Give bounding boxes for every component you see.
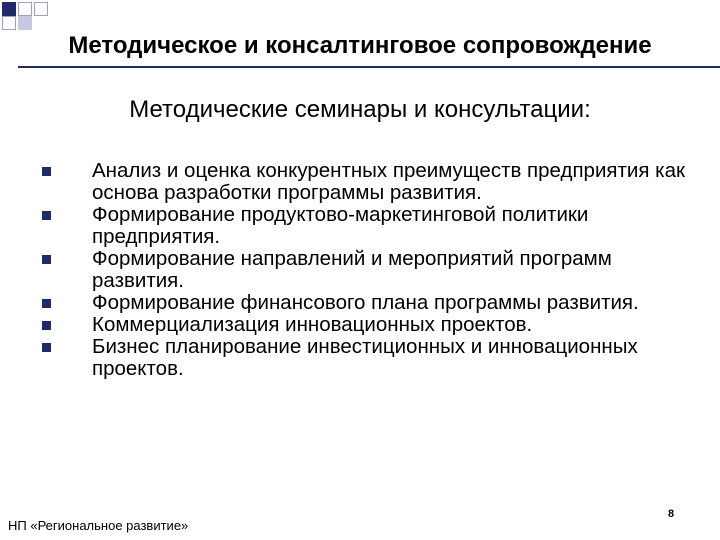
deco-square-outline-icon [2,16,16,30]
title-divider [18,66,720,68]
square-bullet-icon [42,299,51,308]
deco-square-light-icon [18,16,32,30]
bullet-item [42,160,702,204]
deco-square-outline-icon [18,2,32,16]
bullet-item [42,336,702,380]
bullet-item [42,248,702,292]
bullet-text: Формирование направлений и мероприятий программ развития. [92,247,612,292]
bullet-text: Коммерциализация инновационных проектов. [92,313,533,336]
square-bullet-icon [42,167,51,176]
bullet-list [42,160,702,380]
bullet-text: Бизнес планирование инвестиционных и инновационных проектов. [92,335,638,380]
slide-subtitle: Методические семинары и консультации: [129,96,591,123]
bullet-text: Формирование продуктово-маркетинговой политики предприятия. [92,203,589,248]
bullet-text: Анализ и оценка конкурентных преимуществ предприятия как основа разработки программы развития. [92,159,685,204]
square-bullet-icon [42,211,51,220]
bullet-item [42,204,702,248]
square-bullet-icon [42,321,51,330]
deco-square-outline-icon [34,2,48,16]
footer-organization: НП «Региональное развитие» [8,518,189,533]
square-bullet-icon [42,255,51,264]
square-bullet-icon [42,343,51,352]
deco-square-filled-icon [2,2,16,16]
slide-title: Методическое и консалтинговое сопровождение [68,32,652,59]
bullet-item [42,314,702,336]
bullet-text: Формирование финансового плана программы развития. [92,291,639,314]
bullet-item [42,292,702,314]
page-number: 8 [668,508,675,520]
decorative-squares [0,0,80,30]
